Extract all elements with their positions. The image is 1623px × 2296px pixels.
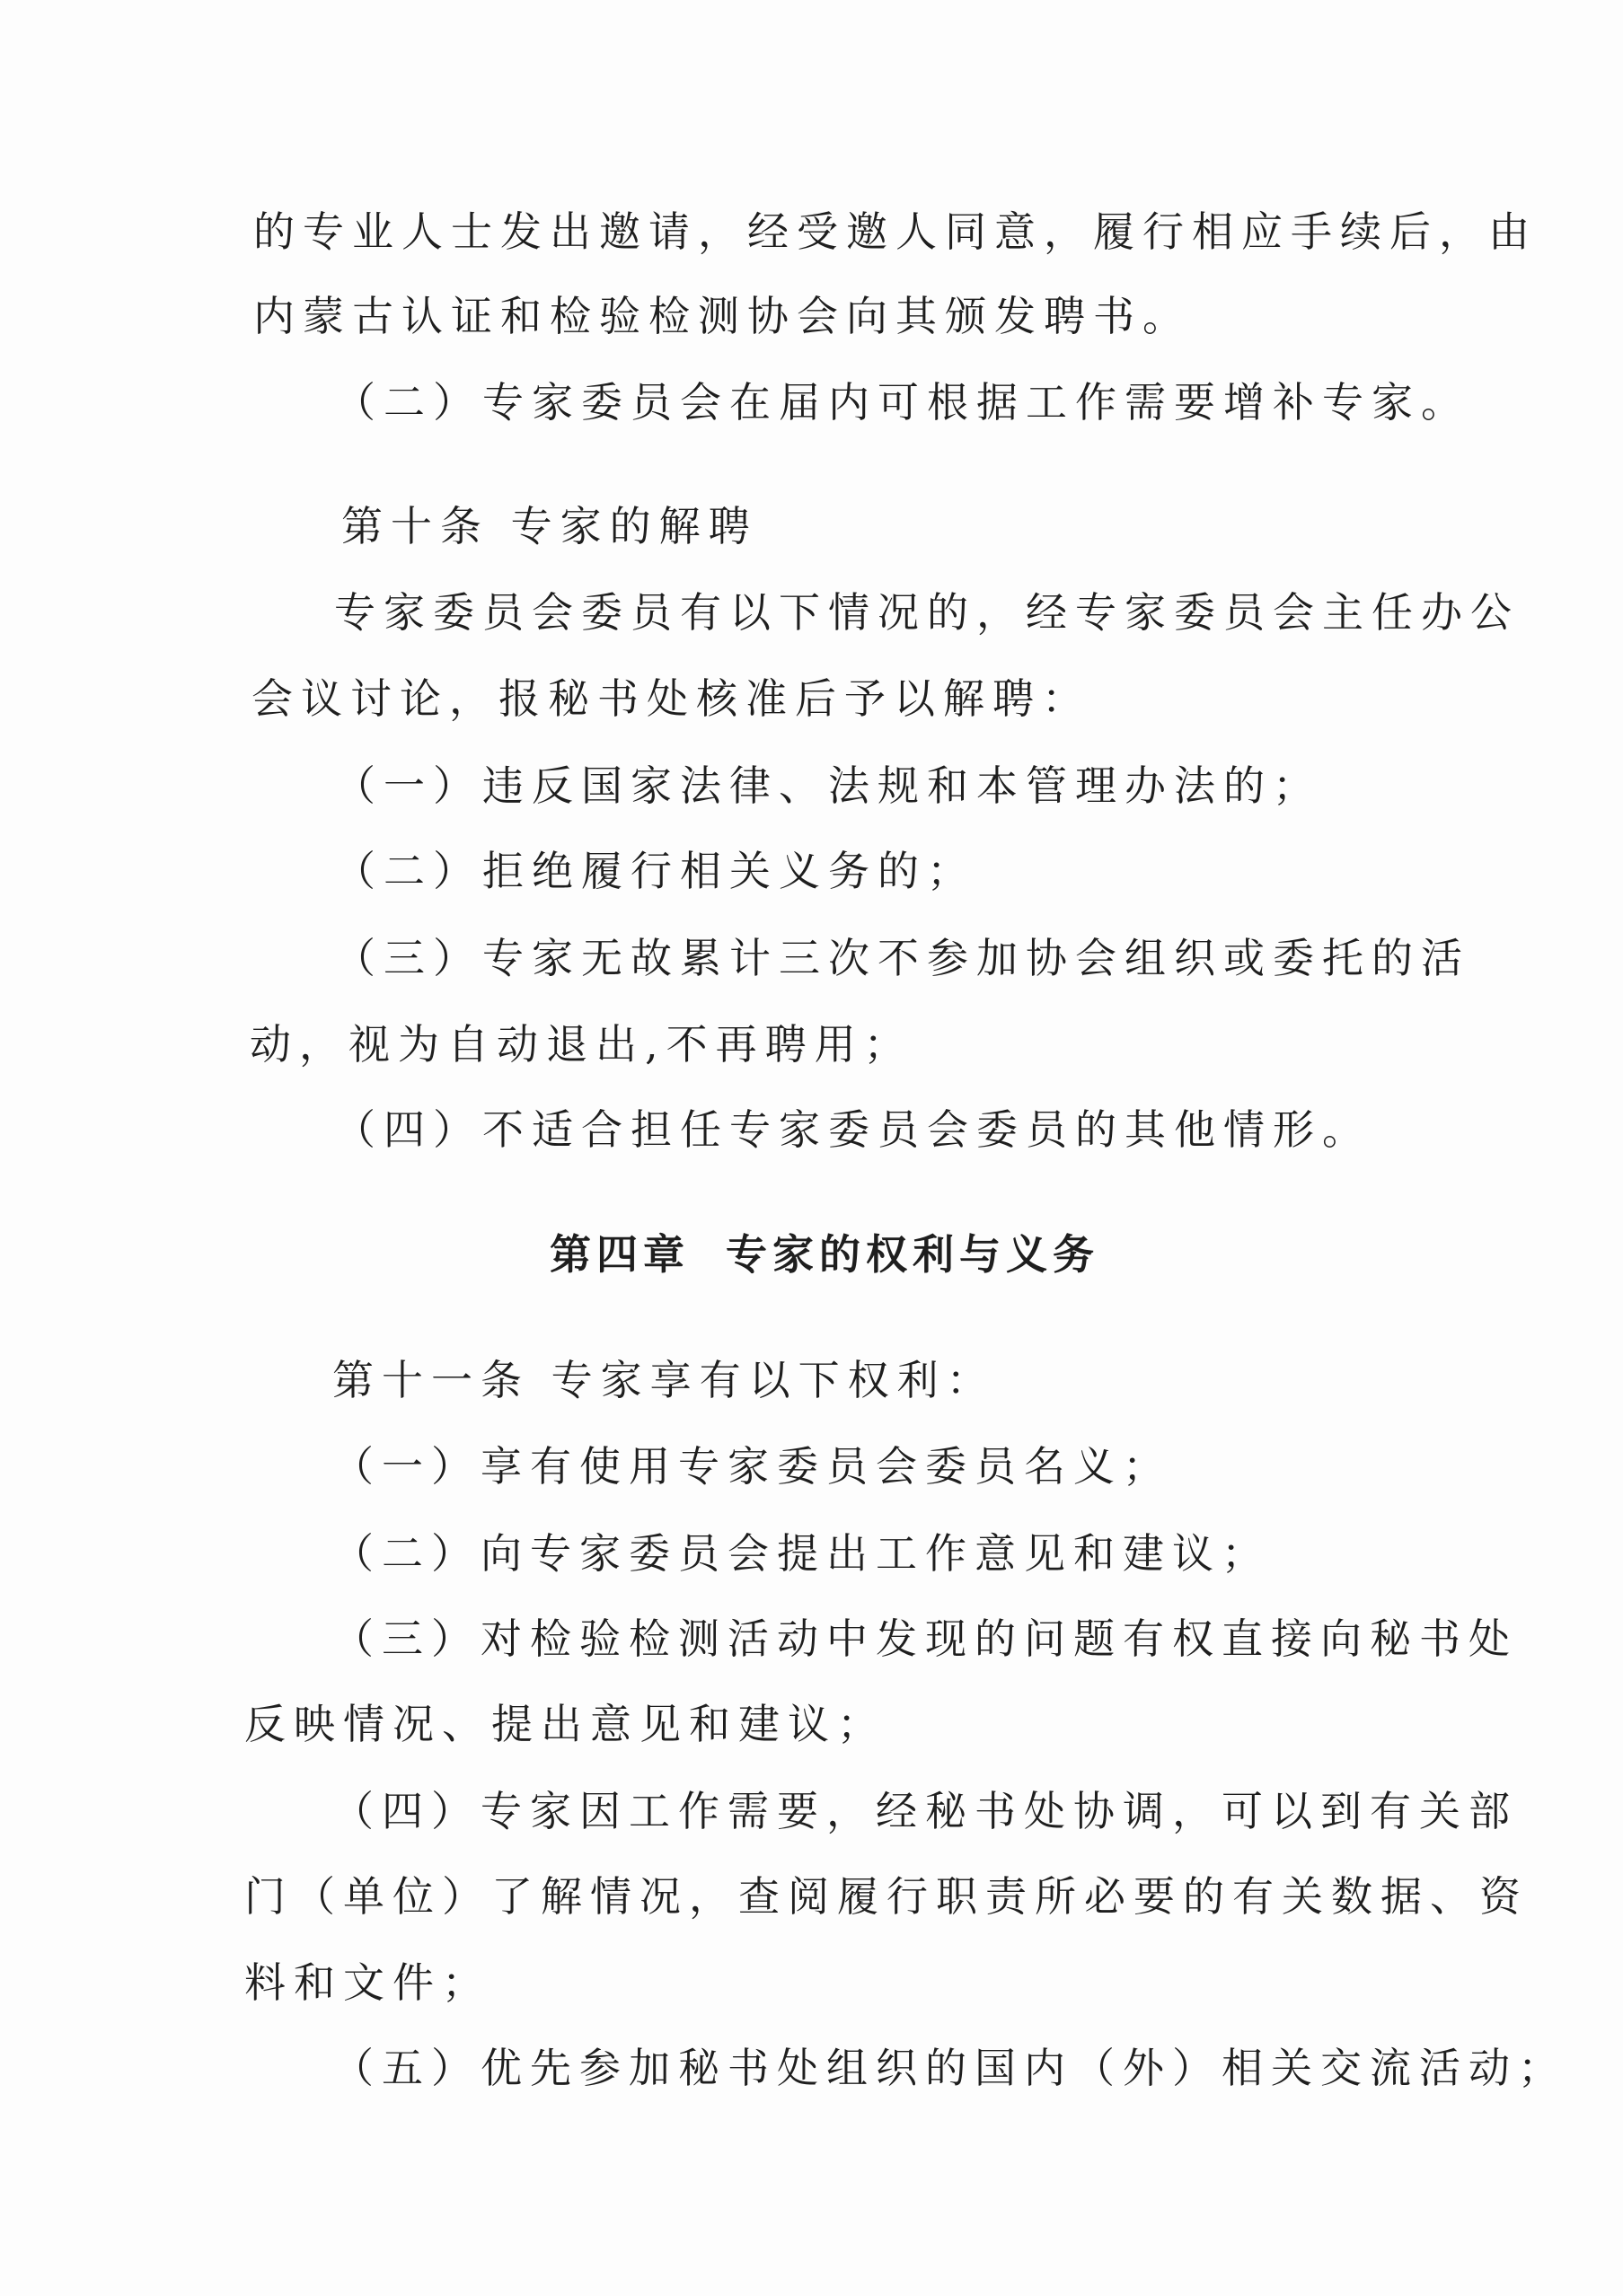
chapter4-number: 第四章 [550, 1230, 690, 1279]
article10-intro-line1: 专家委员会委员有以下情况的，经专家委员会主任办公 [334, 588, 1520, 637]
article11-item4-line1: （四）专家因工作需要，经秘书处协调，可以到有关部 [332, 1787, 1518, 1835]
article10-title: 第十条 专家的解聘 [341, 502, 758, 550]
para1-line1: 的专业人士发出邀请，经受邀人同意，履行相应手续后，由 [253, 207, 1538, 256]
chapter4-heading [550, 1227, 1099, 1281]
article11-item1: （一）享有使用专家委员会委员名义； [332, 1442, 1172, 1491]
chapter4-title: 专家的权利与义务 [726, 1230, 1099, 1279]
article10-item2: （二）拒绝履行相关义务的； [334, 847, 976, 895]
article10-intro-line2: 会议讨论，报秘书处核准后予以解聘： [251, 674, 1091, 723]
article10-item3-line1: （三）专家无故累计三次不参加协会组织或委托的活 [334, 934, 1470, 982]
article11-item4-line2: 门（单位）了解情况，查阅履行职责所必要的有关数据、资 [244, 1872, 1529, 1921]
article11-item5: （五）优先参加秘书处组织的国内（外）相关交流活动； [332, 2044, 1567, 2092]
para1-line2: 内蒙古认证和检验检测协会向其颁发聘书。 [253, 292, 1192, 340]
article10-item1: （一）违反国家法律、法规和本管理办法的； [334, 761, 1322, 810]
article11-item4-line3: 料和文件； [244, 1958, 491, 2007]
article11-item3-line2: 反映情况、提出意见和建议； [244, 1700, 886, 1748]
article11-item2: （二）向专家委员会提出工作意见和建议； [332, 1529, 1271, 1578]
para2: （二）专家委员会在届内可根据工作需要增补专家。 [334, 378, 1470, 427]
article10-item3-line2: 动，视为自动退出,不再聘用； [250, 1020, 913, 1069]
article10-item4: （四）不适合担任专家委员会委员的其他情形。 [334, 1105, 1372, 1154]
article11-title: 第十一条 专家享有以下权利： [332, 1356, 996, 1404]
article11-item3-line1: （三）对检验检测活动中发现的问题有权直接向秘书处 [332, 1614, 1518, 1663]
